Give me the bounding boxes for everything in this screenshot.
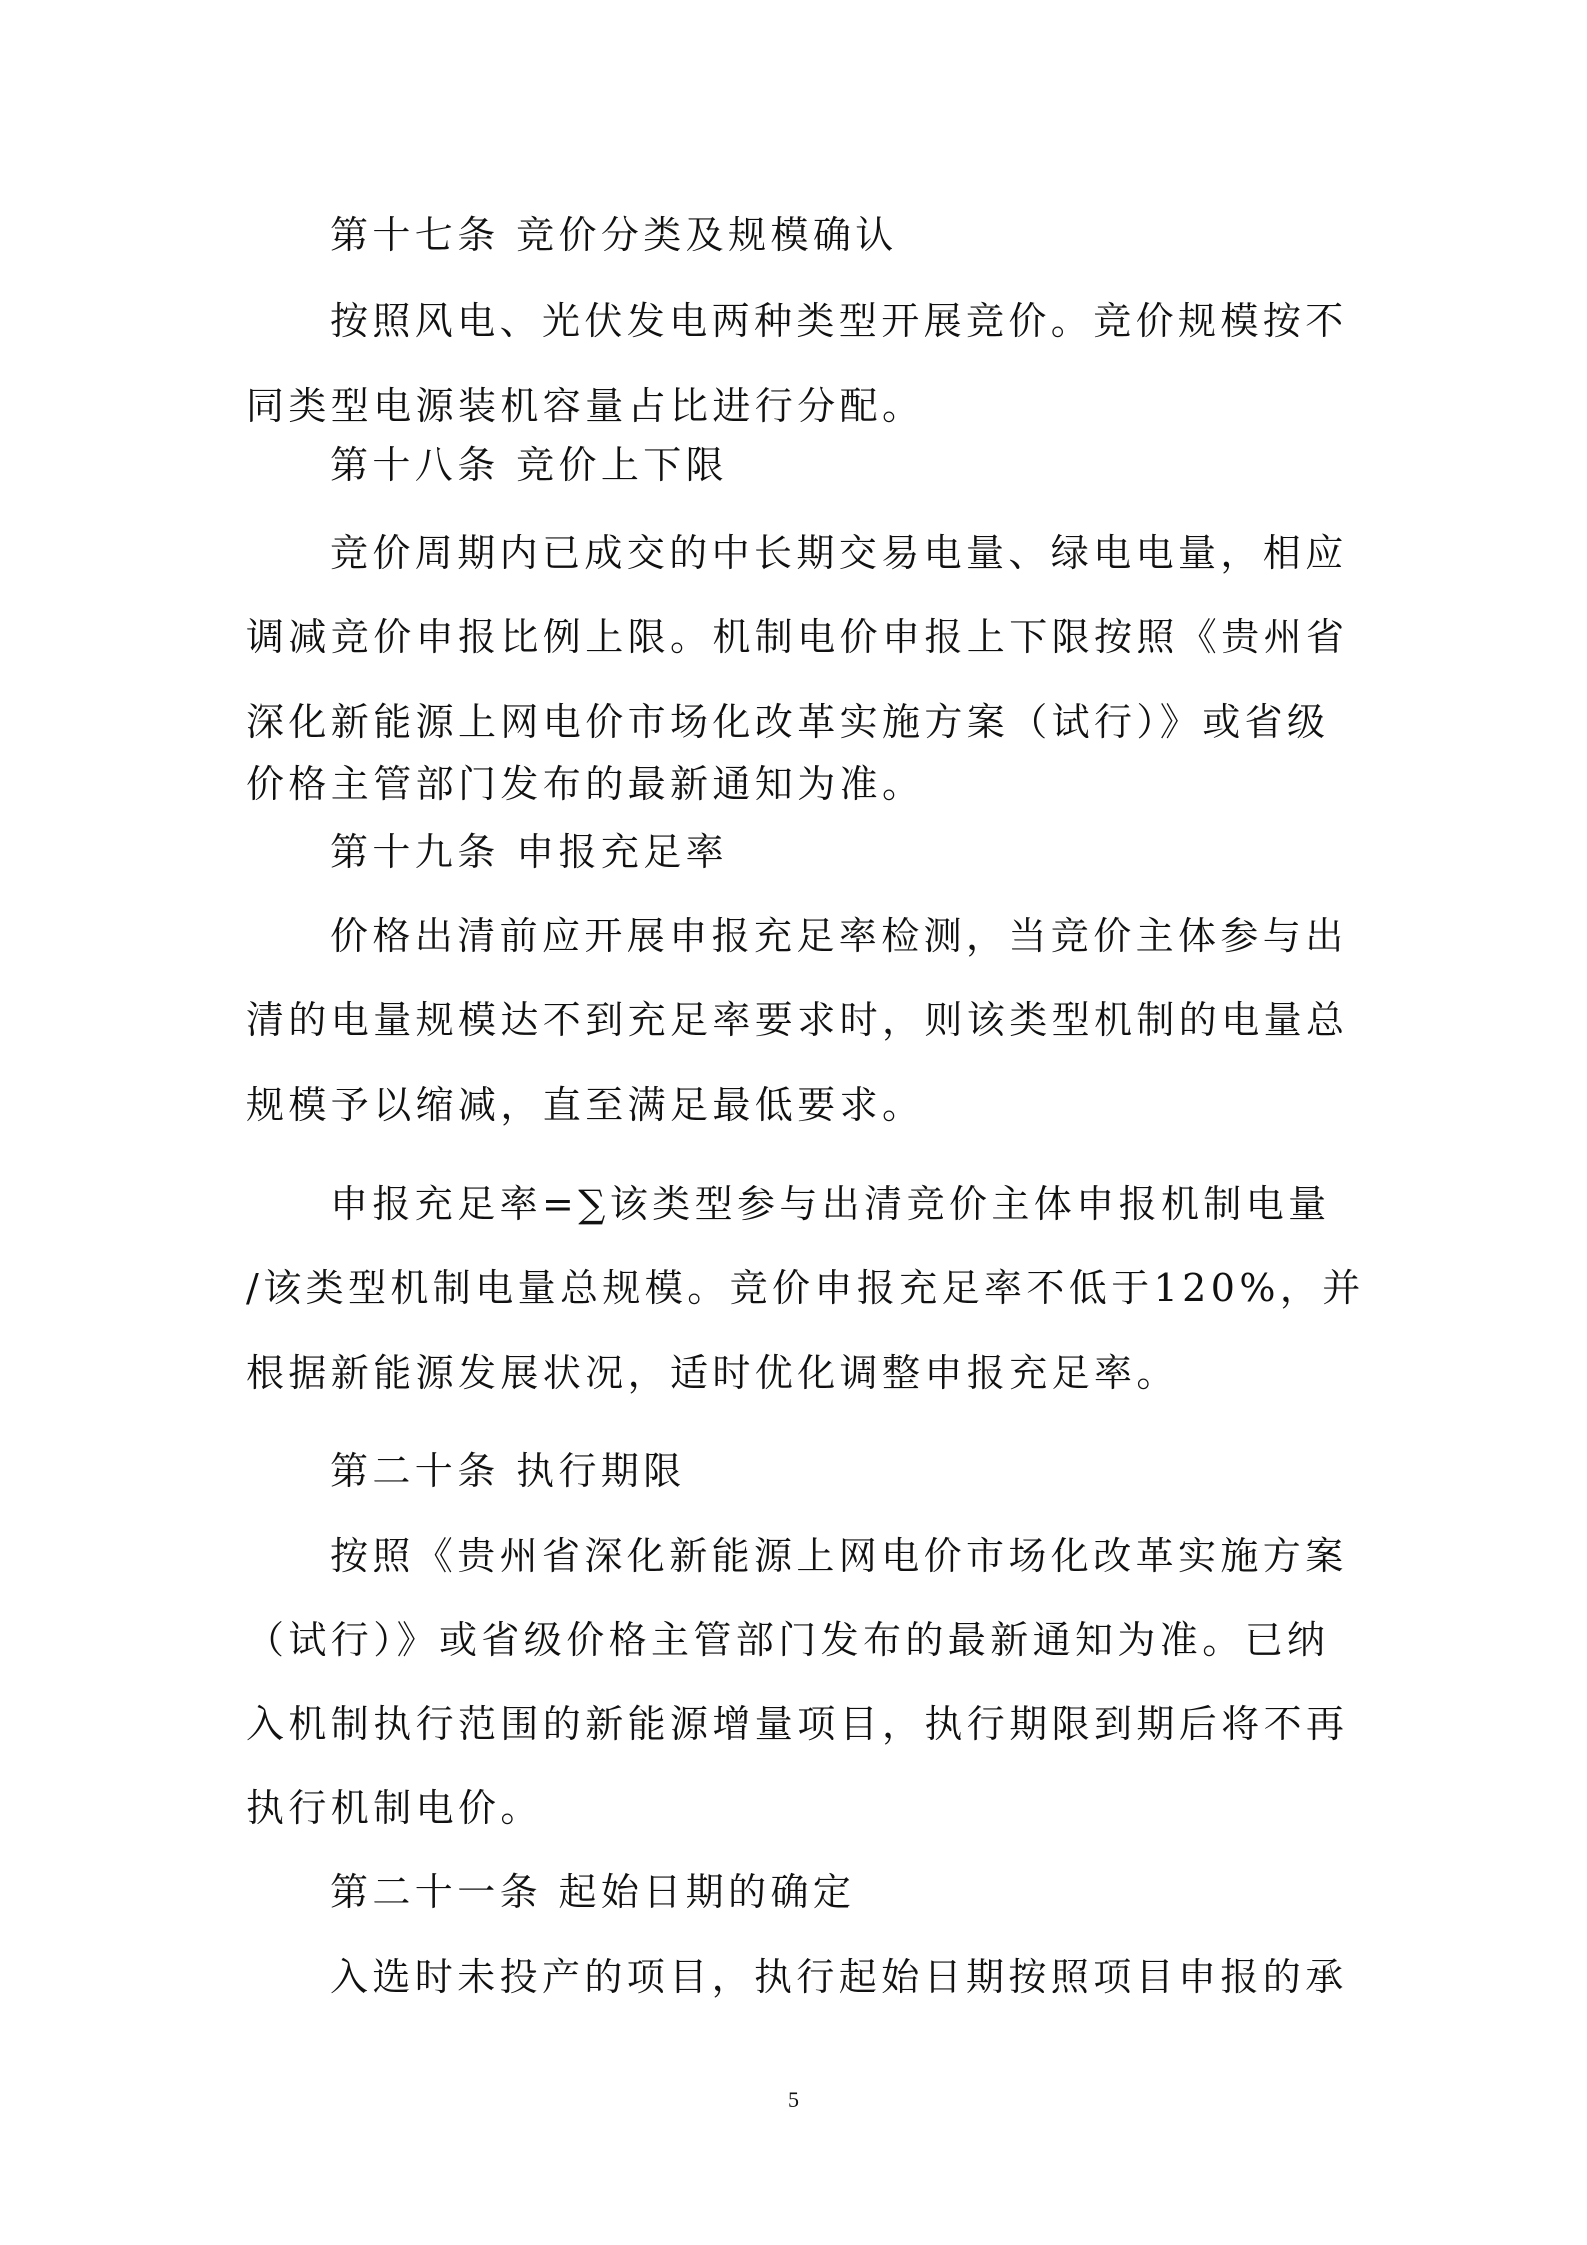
article-20-heading: 第二十条 执行期限: [330, 1449, 686, 1493]
article-19-heading: 第十九条 申报充足率: [330, 830, 729, 874]
page-number: 5: [788, 2087, 799, 2112]
article-17-paragraph-line-2: 同类型电源装机容量占比进行分配。: [246, 384, 925, 428]
article-20-paragraph-line-3: 入机制执行范围的新能源增量项目，执行期限到期后将不再: [246, 1702, 1349, 1746]
sufficiency-formula-line-3: 根据新能源发展状况，适时优化调整申报充足率。: [246, 1351, 1179, 1395]
sufficiency-formula-line-1: 申报充足率=∑该类型参与出清竞价主体申报机制电量: [330, 1182, 1331, 1226]
article-18-heading: 第十八条 竞价上下限: [330, 443, 729, 487]
article-18-paragraph-line-2: 调减竞价申报比例上限。机制电价申报上下限按照《贵州省: [246, 615, 1349, 659]
article-17-paragraph-line-1: 按照风电、光伏发电两种类型开展竞价。竞价规模按不: [330, 299, 1348, 343]
article-18-paragraph-line-1: 竞价周期内已成交的中长期交易电量、绿电电量，相应: [330, 531, 1348, 575]
article-20-paragraph-line-2: （试行）》或省级价格主管部门发布的最新通知为准。已纳: [246, 1618, 1330, 1662]
article-21-heading: 第二十一条 起始日期的确定: [330, 1870, 856, 1914]
article-18-paragraph-line-4: 价格主管部门发布的最新通知为准。: [246, 762, 925, 806]
article-19-paragraph-line-1: 价格出清前应开展申报充足率检测，当竞价主体参与出: [330, 914, 1348, 958]
article-20-paragraph-line-1: 按照《贵州省深化新能源上网电价市场化改革实施方案: [330, 1534, 1348, 1578]
article-18-paragraph-line-3: 深化新能源上网电价市场化改革实施方案（试行）》或省级: [246, 700, 1330, 744]
article-19-paragraph-line-3: 规模予以缩减，直至满足最低要求。: [246, 1083, 925, 1127]
article-19-paragraph-line-2: 清的电量规模达不到充足率要求时，则该类型机制的电量总: [246, 998, 1349, 1042]
article-17-heading: 第十七条 竞价分类及规模确认: [330, 213, 898, 257]
sufficiency-formula-line-2: /该类型机制电量总规模。竞价申报充足率不低于120%，并: [246, 1266, 1365, 1310]
article-21-paragraph-line-1: 入选时未投产的项目，执行起始日期按照项目申报的承: [330, 1955, 1348, 1999]
article-20-paragraph-line-4: 执行机制电价。: [246, 1786, 543, 1830]
